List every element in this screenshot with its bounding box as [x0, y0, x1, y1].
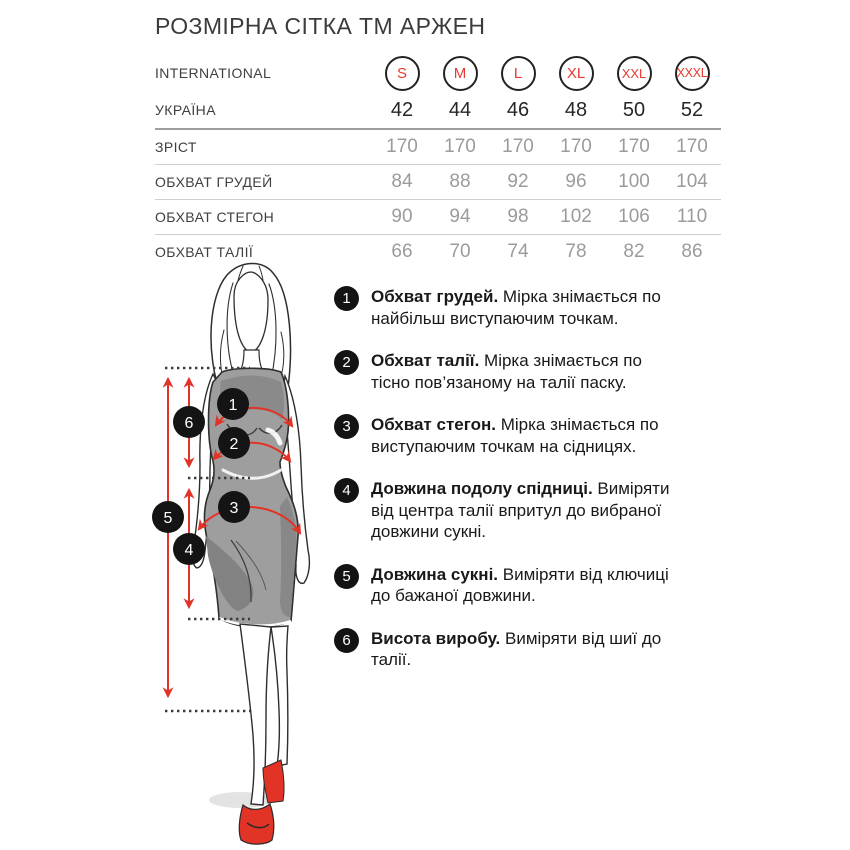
size-badge-s: S — [385, 56, 420, 91]
definition: Мірка знімається по виступаючим точкам на сідницях. — [371, 415, 659, 456]
size-badge-l: L — [501, 56, 536, 91]
definition: Мірка знімається по тісно пов’язаному на талії паску. — [371, 351, 642, 392]
ukraine-size: 48 — [564, 98, 588, 121]
cell-value: 82 — [623, 241, 645, 262]
term: Обхват стегон. — [371, 415, 496, 434]
cell-value: 78 — [565, 241, 587, 262]
term: Висота виробу. — [371, 628, 501, 648]
term: Обхват талії. — [371, 351, 480, 370]
row-label: ОБХВАТ ТАЛІЇ — [155, 244, 254, 260]
ukraine-size: 42 — [390, 98, 414, 121]
table-row-ukraine — [155, 92, 721, 128]
figure-marker-6: 6 — [184, 415, 194, 432]
table-row-hips — [155, 199, 721, 234]
cell-value: 170 — [502, 136, 534, 157]
figure-marker-5: 5 — [163, 510, 173, 527]
figure-marker-3: 3 — [229, 500, 239, 517]
measurement-rows — [155, 128, 721, 269]
row-label: ОБХВАТ СТЕГОН — [155, 209, 275, 225]
measurement-definitions — [334, 286, 726, 692]
cell-value: 170 — [618, 136, 650, 157]
list-badge-5: 5 — [334, 564, 359, 589]
woman-dress-figure — [140, 258, 340, 850]
page-title: РОЗМІРНА СІТКА ТМ АРЖЕН — [155, 13, 486, 39]
figure-marker-4: 4 — [184, 542, 194, 559]
cell-value: 96 — [565, 171, 587, 192]
definition: Виміряти від центра талії впритул до вибраної довжини сукні. — [371, 479, 670, 541]
list-badge-2: 2 — [334, 350, 359, 375]
list-badge-1: 1 — [334, 286, 359, 311]
size-table — [155, 54, 721, 269]
cell-value: 170 — [560, 136, 592, 157]
table-row-international — [155, 54, 721, 92]
size-badge-m: M — [443, 56, 478, 91]
figure-illustration — [140, 258, 340, 850]
list-item-waist — [334, 350, 726, 393]
row-label: ОБХВАТ ГРУДЕЙ — [155, 174, 273, 190]
term: Довжина подолу спідниці. — [371, 479, 593, 498]
row-label: ЗРІСТ — [155, 139, 197, 155]
size-badge-xxxl: XXXL — [675, 56, 710, 91]
list-item-bust — [334, 286, 726, 329]
ukraine-size: 50 — [622, 98, 646, 121]
term: Довжина сукні. — [371, 564, 499, 584]
table-row-height — [155, 130, 721, 164]
ukraine-size: 44 — [448, 98, 472, 121]
cell-value: 66 — [391, 241, 413, 262]
cell-value: 70 — [449, 241, 471, 262]
list-badge-4: 4 — [334, 478, 359, 503]
cell-value: 110 — [676, 206, 708, 227]
term: Обхват грудей. — [371, 287, 499, 306]
cell-value: 88 — [449, 171, 471, 192]
list-item-product-height — [334, 628, 726, 671]
definition: Виміряти від ключиці до бажаної довжини. — [371, 564, 669, 605]
cell-value: 74 — [507, 241, 529, 262]
table-row-chest — [155, 164, 721, 199]
figure-marker-2: 2 — [229, 436, 239, 453]
cell-value: 170 — [444, 136, 476, 157]
ukraine-row-label: УКРАЇНА — [155, 102, 216, 118]
list-item-hips — [334, 414, 726, 457]
list-item-dress-length — [334, 564, 726, 607]
figure-marker-1: 1 — [228, 397, 238, 414]
size-badge-xl: XL — [559, 56, 594, 91]
cell-value: 90 — [391, 206, 413, 227]
list-badge-6: 6 — [334, 628, 359, 653]
cell-value: 170 — [386, 136, 418, 157]
international-row-label: INTERNATIONAL — [155, 65, 272, 81]
ukraine-size: 46 — [506, 98, 530, 121]
list-badge-3: 3 — [334, 414, 359, 439]
definition: Мірка знімається по найбільш виступаючим точкам. — [371, 287, 661, 328]
definition: Виміряти від шиї до талії. — [371, 628, 662, 669]
cell-value: 84 — [391, 171, 413, 192]
cell-value: 94 — [449, 206, 471, 227]
cell-value: 86 — [681, 241, 703, 262]
size-badge-xxl: XXL — [617, 56, 652, 91]
cell-value: 102 — [560, 206, 592, 227]
cell-value: 100 — [618, 171, 650, 192]
cell-value: 92 — [507, 171, 529, 192]
cell-value: 98 — [507, 206, 529, 227]
cell-value: 170 — [676, 136, 708, 157]
list-item-skirt-length — [334, 478, 726, 543]
cell-value: 106 — [618, 206, 650, 227]
ukraine-size: 52 — [680, 98, 704, 121]
cell-value: 104 — [676, 171, 708, 192]
